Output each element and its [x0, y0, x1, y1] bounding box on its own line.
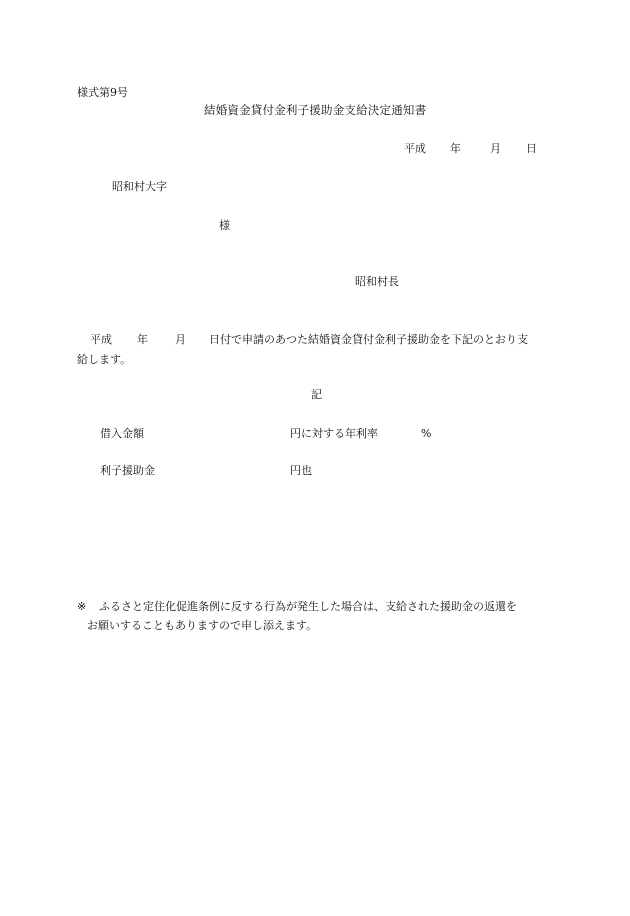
loan-amount-label: 借入金額 — [100, 427, 144, 440]
body-text-line1: 日付で申請のあつた結婚資金貸付金利子援助金を下記のとおり支 — [209, 333, 528, 346]
body-month: 月 — [175, 333, 186, 346]
ki-heading: 記 — [311, 388, 322, 401]
note-line2: お願いすることもありますので申し添えます。 — [87, 619, 318, 632]
date-era: 平成 — [404, 142, 426, 155]
date-year: 年 — [450, 142, 461, 155]
document-title: 結婚資金貸付金利子援助金支給決定通知書 — [204, 103, 427, 117]
note-mark: ※ — [77, 600, 87, 613]
subsidy-unit: 円也 — [290, 464, 312, 477]
body-text-line2: 給します。 — [77, 353, 132, 366]
body-year: 年 — [137, 333, 148, 346]
subsidy-label: 利子援助金 — [100, 464, 155, 477]
loan-rate-unit: % — [421, 427, 432, 440]
footnote — [77, 597, 562, 635]
sender-name: 昭和村長 — [355, 275, 399, 288]
form-number: 様式第9号 — [77, 86, 128, 99]
issue-date — [404, 142, 537, 155]
addressee-honorific: 様 — [219, 219, 230, 232]
date-day: 日 — [526, 142, 537, 155]
date-month: 月 — [490, 142, 501, 155]
body-era: 平成 — [90, 333, 112, 346]
loan-rate-label: 円に対する年利率 — [290, 427, 378, 440]
addressee-address: 昭和村大字 — [112, 180, 167, 193]
notification-body — [77, 330, 562, 370]
note-line1: ふるさと定住化促進条例に反する行為が発生した場合は、支給された援助金の返還を — [99, 600, 517, 613]
